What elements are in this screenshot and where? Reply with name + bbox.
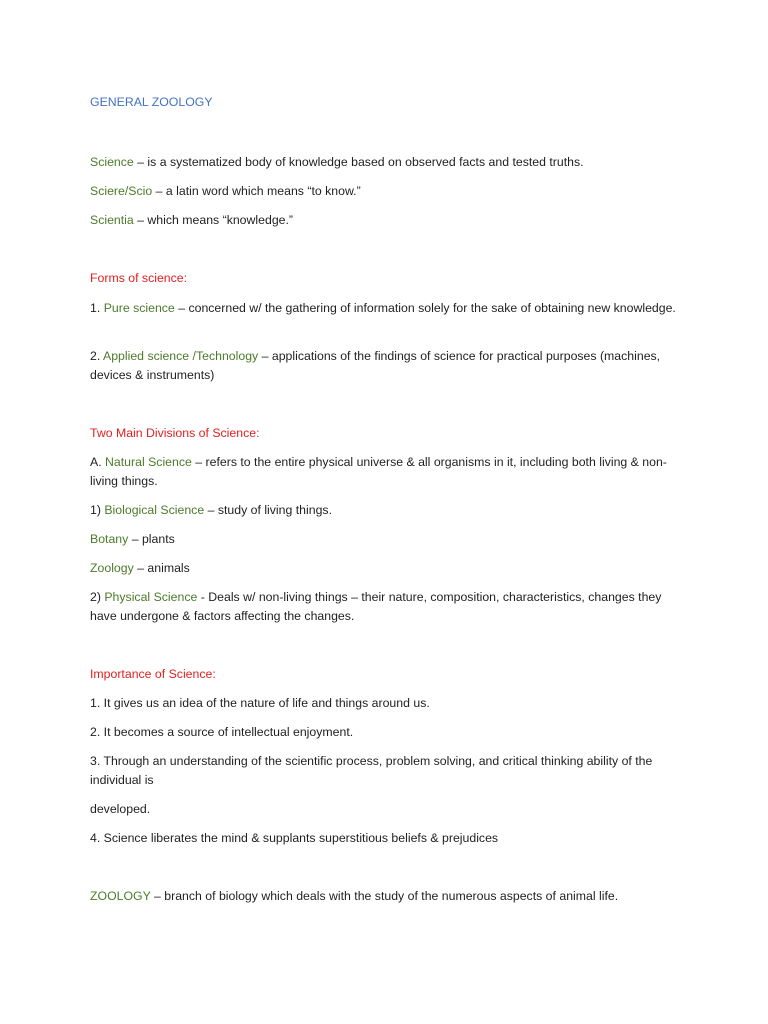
term: Science	[90, 155, 134, 169]
division-botany	[90, 530, 690, 549]
term: Natural Science	[105, 455, 192, 469]
item-text: – concerned w/ the gathering of information solely for the sake of obtaining new knowledge.	[174, 301, 676, 315]
division-physical	[90, 588, 690, 626]
definition-text: – a latin word which means “to know.”	[152, 184, 361, 198]
definition-sciere	[90, 182, 690, 201]
definition-science	[90, 153, 690, 172]
importance-item-3-continued: developed.	[90, 802, 151, 816]
importance-item-3: 3. Through an understanding of the scientific process, problem solving, and critical thinking ability of the individual is	[90, 754, 653, 787]
definition-text: – is a systematized body of knowledge based on observed facts and tested truths.	[133, 155, 584, 169]
importance-item-2: 2. It becomes a source of intellectual enjoyment.	[90, 725, 354, 739]
importance-item-1: 1. It gives us an idea of the nature of life and things around us.	[90, 696, 430, 710]
term: Pure science	[103, 301, 175, 315]
division-zoology	[90, 559, 690, 578]
definition-text: – branch of biology which deals with the study of the numerous aspects of animal life.	[150, 889, 619, 903]
item-prefix: 2)	[90, 590, 105, 604]
item-text: – applications of the findings of science for practical purposes (machines, devices & instruments)	[90, 349, 661, 382]
division-natural	[90, 453, 690, 491]
term: Physical Science	[104, 590, 198, 604]
item-text: – plants	[128, 532, 175, 546]
definition-text: – which means “knowledge.”	[133, 213, 294, 227]
zoology-definition	[90, 887, 690, 906]
item-text: - Deals w/ non-living things – their nature, composition, characteristics, changes they have undergone & factors affecting the changes.	[90, 590, 662, 623]
definition-scientia	[90, 211, 690, 230]
forms-item-applied	[90, 347, 690, 385]
term: Zoology	[90, 561, 134, 575]
item-prefix: 2.	[90, 349, 103, 363]
section-heading-forms: Forms of science:	[90, 271, 188, 285]
item-prefix: A.	[90, 455, 106, 469]
item-prefix: 1)	[90, 503, 105, 517]
importance-item-4: 4. Science liberates the mind & supplants superstitious beliefs & prejudices	[90, 831, 499, 845]
term: Botany	[90, 532, 129, 546]
item-text: – animals	[133, 561, 190, 575]
term: Applied science /Technology	[103, 349, 259, 363]
term: Scientia	[90, 213, 134, 227]
term: Sciere/Scio	[90, 184, 153, 198]
division-biological	[90, 501, 690, 520]
section-heading-importance: Importance of Science:	[90, 667, 216, 681]
term: Biological Science	[104, 503, 205, 517]
item-text: – refers to the entire physical universe & all organisms in it, including both living & non-living things.	[90, 455, 667, 488]
term: ZOOLOGY	[90, 889, 151, 903]
document-title: GENERAL ZOOLOGY	[90, 95, 213, 109]
section-heading-divisions: Two Main Divisions of Science:	[90, 426, 260, 440]
item-prefix: 1.	[90, 301, 104, 315]
item-text: – study of living things.	[204, 503, 332, 517]
forms-item-pure	[90, 299, 690, 318]
